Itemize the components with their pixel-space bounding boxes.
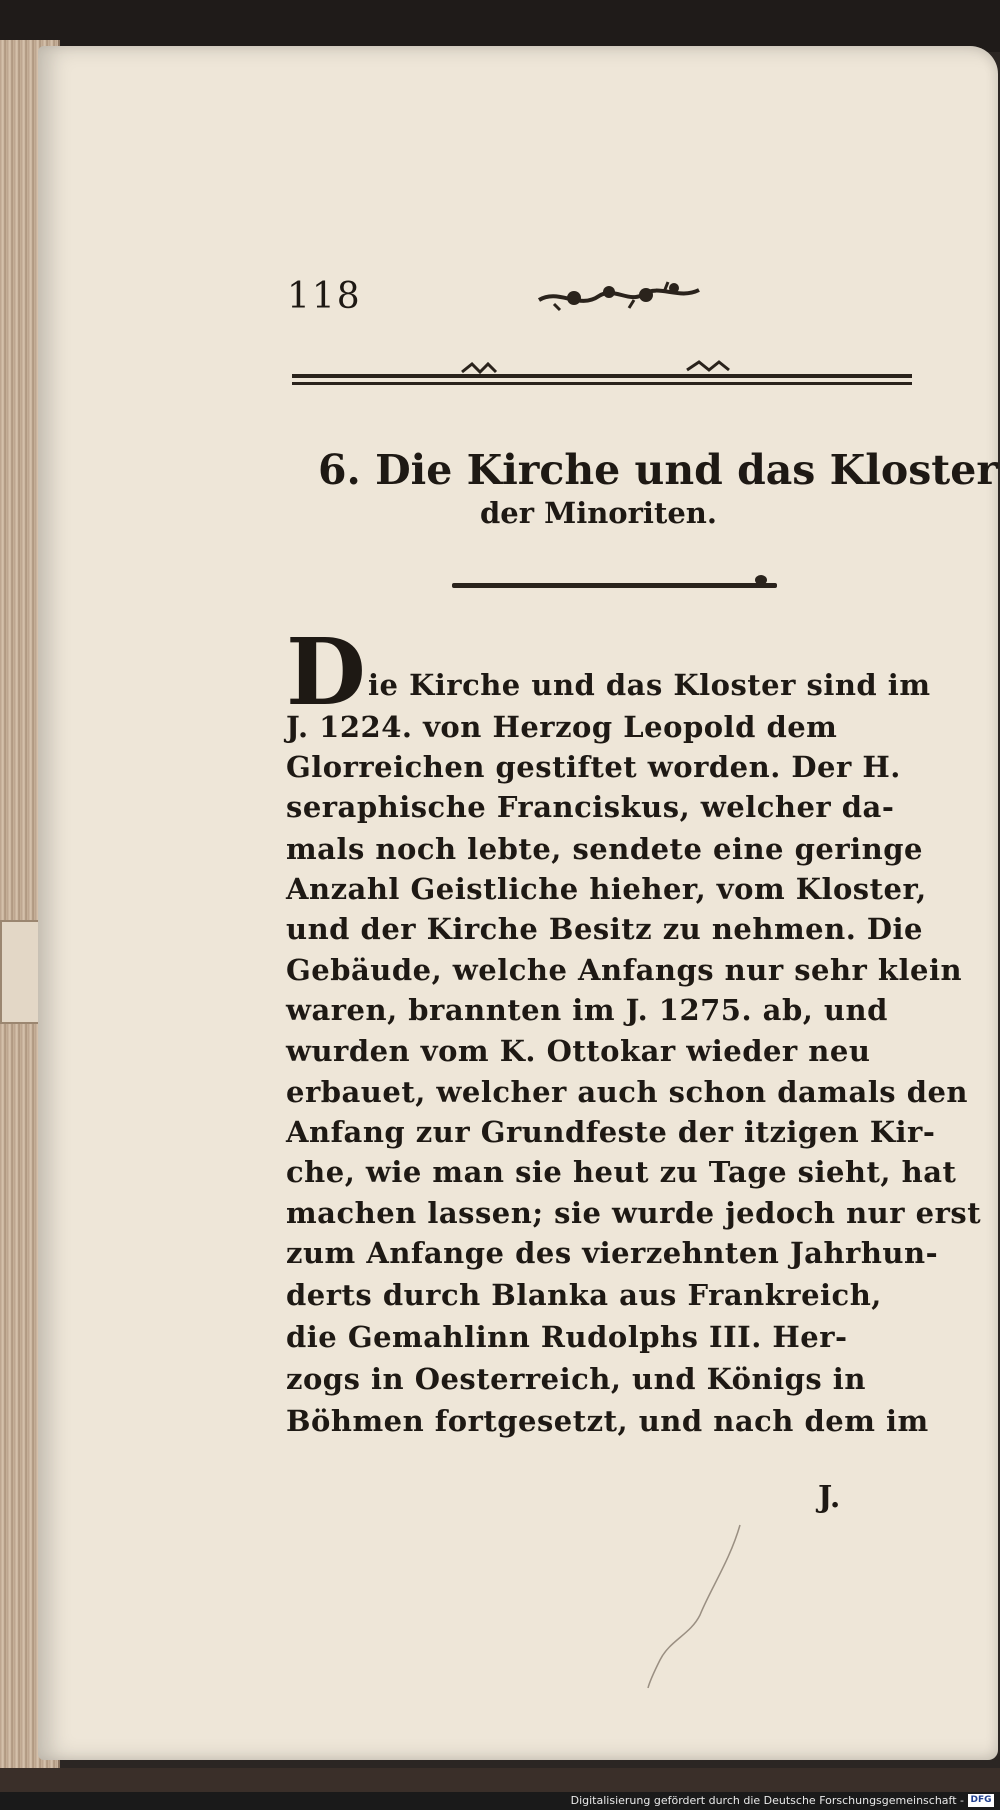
text-line: che, wie man sie heut zu Tage sieht, hat	[286, 1155, 957, 1189]
text-line: Anfang zur Grundfeste der itzigen Kir-	[286, 1115, 936, 1149]
text-line: J. 1224. von Herzog Leopold dem	[286, 710, 838, 744]
pencil-scribble	[640, 1520, 760, 1690]
text-line: erbauet, welcher auch schon damals den	[286, 1075, 969, 1109]
floral-head-ornament	[534, 270, 704, 318]
text-line: Glorreichen gestiftet worden. Der H.	[286, 750, 901, 784]
page-number: 118	[287, 276, 362, 317]
section-separator	[452, 583, 777, 588]
text-line: Böhmen fortgesetzt, und nach dem im	[286, 1404, 929, 1438]
text-line: seraphische Franciskus, welcher da-	[286, 790, 895, 824]
digitization-credit: Digitalisierung gefördert durch die Deutsche Forschungsgemeinschaft -	[570, 1794, 964, 1807]
separator-flourish	[755, 575, 767, 585]
chapter-title: 6. Die Kirche und das Kloster	[318, 446, 998, 494]
catchword: J.	[818, 1480, 841, 1515]
text-line: und der Kirche Besitz zu nehmen. Die	[286, 912, 923, 946]
text-line: Anzahl Geistliche hieher, vom Kloster,	[286, 872, 927, 906]
text-line: Gebäude, welche Anfangs nur sehr klein	[286, 953, 963, 987]
text-line: derts durch Blanka aus Frankreich,	[286, 1278, 882, 1312]
text-line: zum Anfange des vierzehnten Jahrhun-	[286, 1236, 939, 1270]
text-line: mals noch lebte, sendete eine geringe	[286, 832, 923, 866]
dfg-logo: DFG	[968, 1794, 994, 1807]
text-line: die Gemahlinn Rudolphs III. Her-	[286, 1320, 848, 1354]
drop-cap: D	[286, 618, 366, 726]
scanner-background-top	[0, 0, 1000, 52]
chapter-subtitle: der Minoriten.	[480, 496, 717, 530]
text-line: ie Kirche und das Kloster sind im	[368, 668, 931, 702]
decorative-rule	[292, 352, 912, 392]
text-line: machen lassen; sie wurde jedoch nur erst	[286, 1196, 982, 1230]
text-line: waren, brannten im J. 1275. ab, und	[286, 993, 888, 1027]
scanner-background-bottom	[0, 1768, 1000, 1792]
text-line: wurden vom K. Ottokar wieder neu	[286, 1034, 871, 1068]
text-line: zogs in Oesterreich, und Königs in	[286, 1362, 866, 1396]
